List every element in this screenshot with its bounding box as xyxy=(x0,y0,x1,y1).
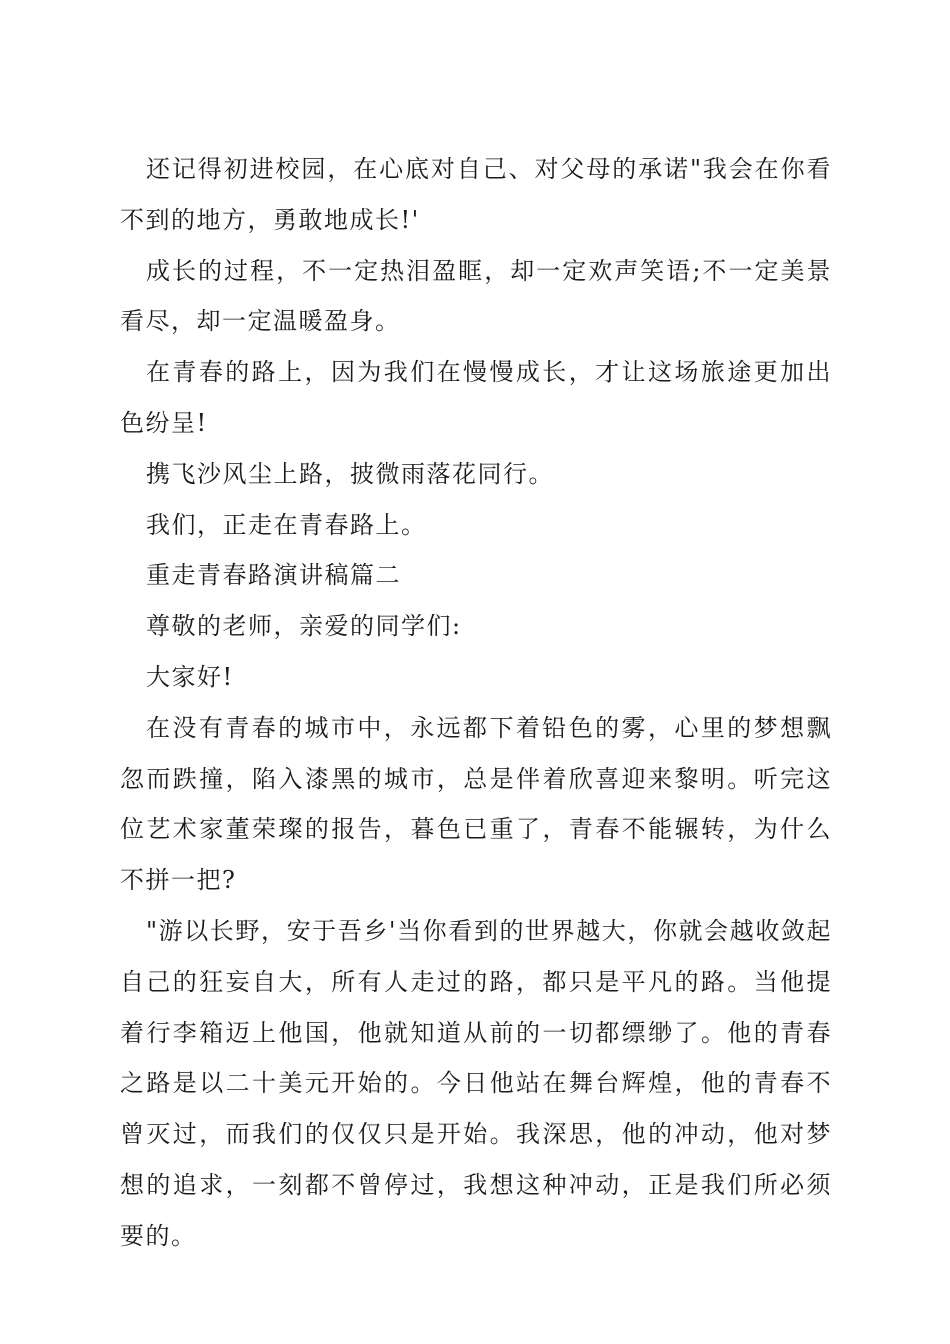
paragraph-5: 我们，正走在青春路上。 xyxy=(146,510,427,539)
paragraph-1: 还记得初进校园，在心底对自己、对父母的承诺"我会在你看不到的地方，勇敢地成长!' xyxy=(120,155,832,234)
paragraph-2: 成长的过程，不一定热泪盈眶，却一定欢声笑语;不一定美景看尽，却一定温暖盈身。 xyxy=(120,256,832,336)
paragraph-9: 在没有青春的城市中，永远都下着铅色的雾，心里的梦想飘忽而跌撞，陷入漆黑的城市，总是伴着欣喜迎来黎明。听完这位艺术家董荣璨的报告，暮色已重了，青春不能辗转，为什么不拼一把? xyxy=(120,713,832,895)
paragraph-3: 在青春的路上，因为我们在慢慢成长，才让这场旅途更加出色纷呈! xyxy=(120,358,832,437)
paragraph-4: 携飞沙风尘上路，披微雨落花同行。 xyxy=(146,459,554,488)
salutation: 尊敬的老师，亲爱的同学们: xyxy=(146,612,462,641)
greeting: 大家好! xyxy=(146,662,234,691)
paragraph-10: "游以长野，安于吾乡'当你看到的世界越大，你就会越收敛起自己的狂妄自大，所有人走过的路，都只是平凡的路。当他提着行李箱迈上他国，他就知道从前的一切都缥缈了。他的青春之路是以二十美元开始的。今日他站在舞台辉煌，他的青春不曾灭过，而我们的仅仅只是开始。我深思，他的冲动，他对梦想的追求，一刻都不曾停过，我想这种冲动，正是我们所必须要的。 xyxy=(120,916,832,1250)
section-heading: 重走青春路演讲稿篇二 xyxy=(146,561,401,590)
document-body xyxy=(120,144,832,1262)
